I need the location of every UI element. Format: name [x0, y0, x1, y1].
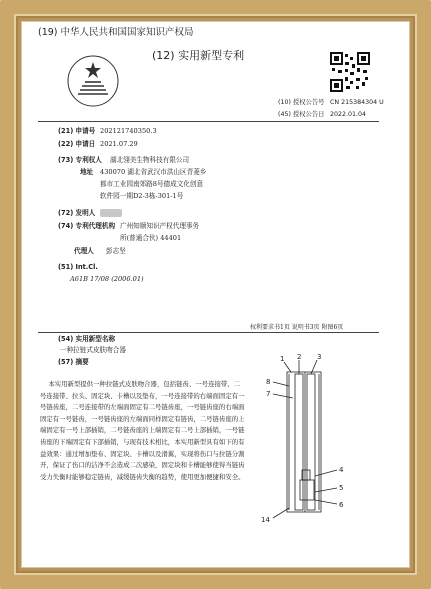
- assignee: 湖北翎美生物科技有限公司: [110, 156, 190, 164]
- header-divider: [38, 121, 379, 122]
- emblem-icon: [66, 54, 120, 108]
- address-line-1: 430070 湖北省武汉市洪山区青菱乡: [100, 168, 207, 176]
- application-number: 202121740350.3: [100, 127, 157, 135]
- inventor-redacted: [100, 209, 122, 217]
- figure-label-5: 5: [339, 484, 344, 492]
- figure-label-2: 2: [297, 353, 302, 361]
- title-label: (54) 实用新型名称: [58, 335, 116, 343]
- agency-line-2: 所(普通合伙) 44401: [120, 234, 182, 242]
- int-cl-label: (51) Int.Cl.: [58, 263, 98, 271]
- agency-line-1: 广州知顺知识产权代理事务: [120, 222, 200, 230]
- publication-date: 2022.01.04: [330, 111, 367, 118]
- assignee-label: (73) 专利权人: [58, 156, 102, 164]
- application-date: 2021.07.29: [100, 140, 138, 148]
- application-date-label: (22) 申请日: [58, 140, 96, 148]
- utility-model-title: 一种拉链式皮肤吻合器: [60, 346, 126, 354]
- abstract-divider: [38, 332, 379, 333]
- publication-date-label: (45) 授权公告日: [278, 111, 325, 118]
- qr-code-icon: [330, 52, 370, 92]
- figure-label-8: 8: [266, 378, 271, 386]
- office-name: (19) 中华人民共和国国家知识产权局: [38, 27, 194, 38]
- figure-label-14: 14: [261, 516, 270, 524]
- publication-number: CN 215384304 U: [330, 99, 384, 106]
- agency-label: (74) 专利代理机构: [58, 222, 116, 230]
- figure-label-4: 4: [339, 466, 344, 474]
- agent-label: 代理人: [74, 247, 94, 255]
- abstract-label: (57) 摘要: [58, 358, 89, 366]
- address-label: 地址: [80, 168, 94, 176]
- application-number-label: (21) 申请号: [58, 127, 96, 135]
- figure-label-1: 1: [280, 355, 285, 363]
- abstract-text: 本实用新型提供一种拉链式皮肤吻合器，包括链齿、一号连接带、二号连接带、拉头、固定块、卡槽以及垫布，一号连接带的右端面固定有一号链齿座，二号连接带的左端面固定有二号链齿座，一号链齿座的右端面固定有一号链齿，一号链齿座的左端面同样固定有链齿，二号链齿座的上端固定有一号上部插销，二号链齿座的上端固定有二号上部插销，一号链齿座的下端固定有下部插销，与现有技术相比，本实用新型具有如下的有益效果：通过增加垫布、固定块、卡槽以及滑翼，实现将伤口与拉链分割开，保证了伤口的洁净不会造成二次感染，固定块和卡槽能够使得当链齿受力失衡时能够稳定链齿，减缓链齿失衡的趋势，使用更加便捷和安全。: [40, 380, 245, 481]
- document-type: (12) 实用新型专利: [152, 49, 245, 62]
- inventor-label: (72) 发明人: [58, 209, 96, 217]
- figure-label-6: 6: [339, 501, 344, 509]
- publication-number-label: (10) 授权公告号: [278, 99, 325, 106]
- address-line-3: 软件园一期D2-3栋-301-1号: [100, 192, 184, 200]
- address-line-2: 都市工业园南郊路8号德成文化创意: [100, 180, 204, 188]
- page-counts: 权利要求书1页 说明书3页 附图6页: [250, 324, 344, 331]
- int-cl-value: A61B 17/08 (2006.01): [70, 275, 144, 283]
- agent: 彭志坚: [106, 247, 126, 255]
- figure-label-3: 3: [317, 353, 322, 361]
- figure-label-7: 7: [266, 390, 271, 398]
- zipper-stapler-drawing: [255, 352, 375, 532]
